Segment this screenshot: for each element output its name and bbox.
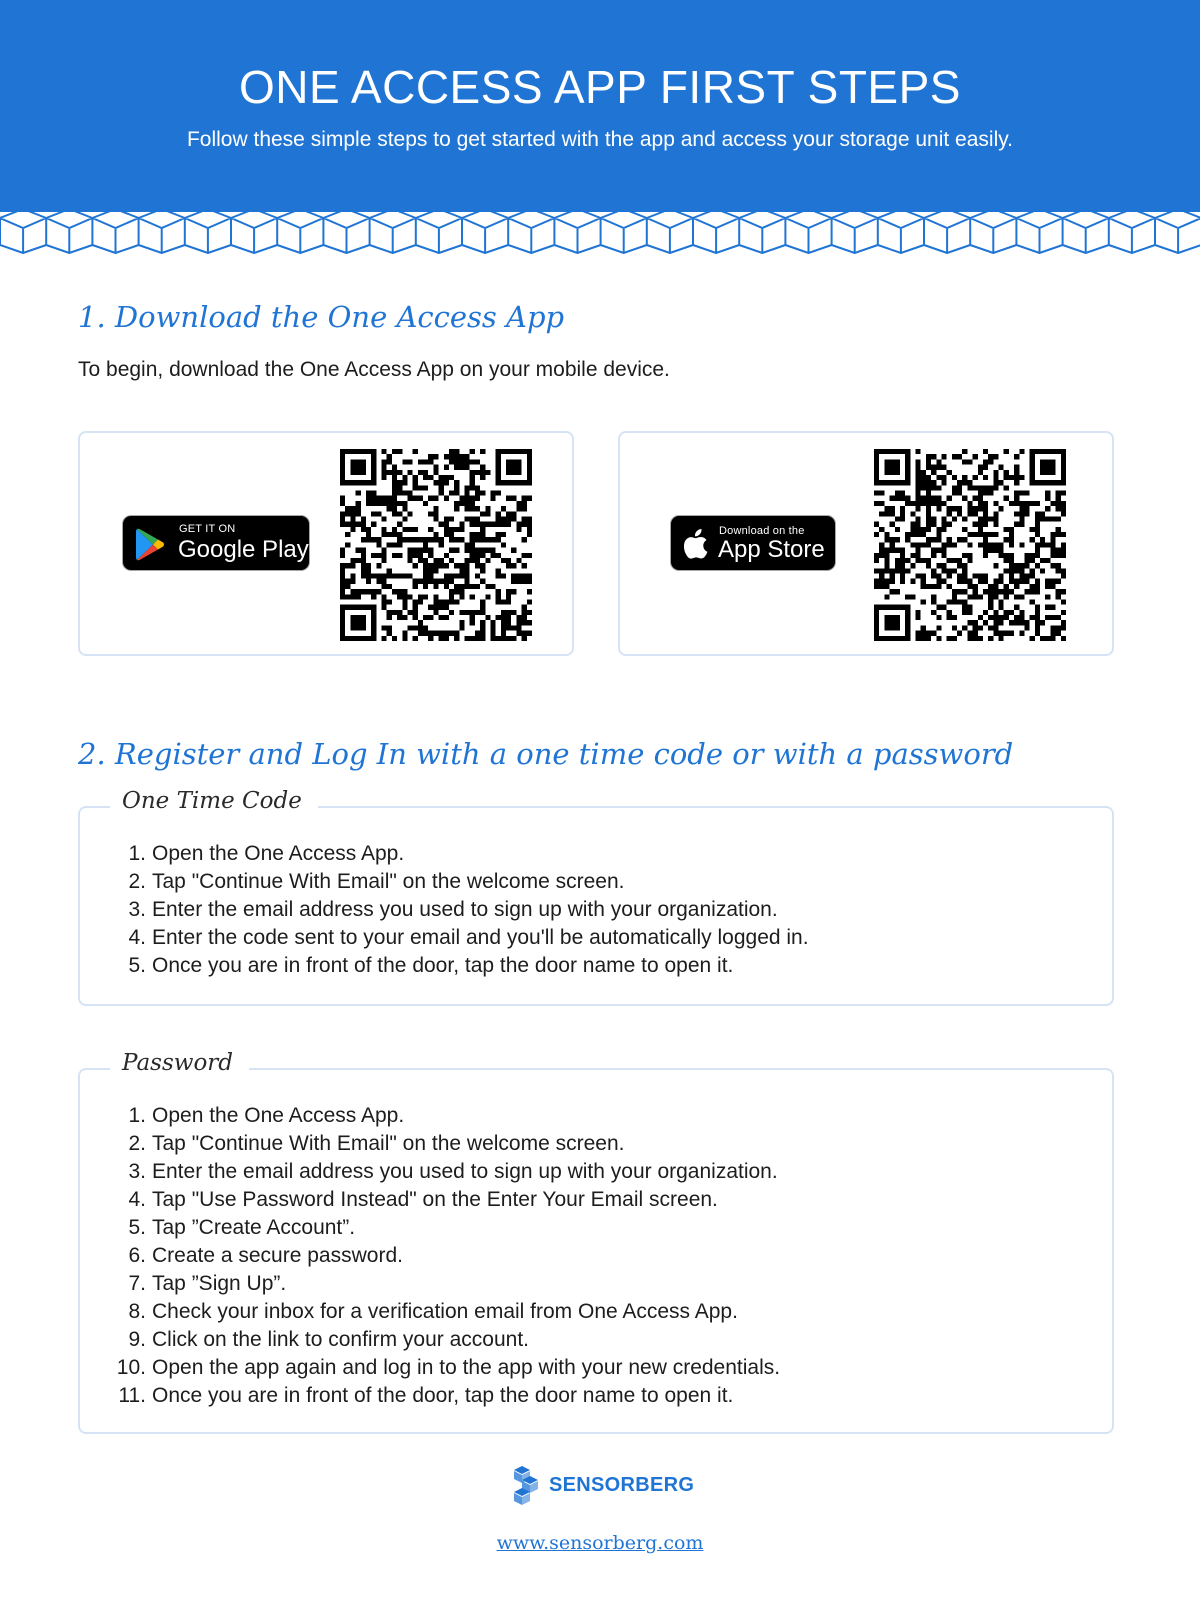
footer-url [0,1532,1200,1554]
google-play-big-label: Google Play [178,536,309,563]
step-number: 2. [128,870,146,893]
google-play-icon [135,528,165,561]
step-number: 11. [118,1384,146,1407]
one-time-code-legend: One Time Code [110,788,318,814]
google-play-small-label: GET IT ON [179,523,236,535]
step-number: 4. [128,1188,146,1211]
cube-pattern-lines [0,209,1200,253]
step-text: Open the app again and log in to the app with your new credentials. [152,1356,781,1379]
step-text: Open the One Access App. [152,1104,405,1127]
step-number: 8. [128,1300,146,1323]
step-text: Enter the code sent to your email and you'll be automatically logged in. [152,926,809,949]
step-number: 5. [128,1216,146,1239]
google-play-qr-code[interactable] [340,449,532,641]
app-store-small-label: Download on the [719,525,805,537]
section-download-heading: 1. Download the One Access App [78,300,565,334]
step-number: 10. [116,1356,146,1379]
cube-pattern-divider [0,208,1200,254]
sensorberg-logo [513,1464,695,1510]
step-number: 6. [128,1244,146,1267]
google-play-card [78,431,574,656]
download-intro-text: To begin, download the One Access App on your mobile device. [78,358,670,381]
password-box [78,1050,1114,1434]
step-text: Click on the link to confirm your account. [152,1328,529,1351]
step-number: 4. [128,926,146,949]
step-number: 2. [128,1132,146,1155]
app-store-badge[interactable] [670,515,836,571]
step-text: Tap ”Sign Up”. [152,1272,287,1295]
section-register-heading: 2. Register and Log In with a one time code or with a password [78,737,1014,771]
app-store-card [618,431,1114,656]
step-number: 1. [128,842,146,865]
sensorberg-logo-text: SENSORBERG [549,1474,695,1496]
step-number: 5. [128,954,146,977]
apple-icon [683,527,710,559]
step-number: 9. [128,1328,146,1351]
app-store-qr-code[interactable] [874,449,1066,641]
page-header [0,0,1200,212]
qr-modules [340,449,532,641]
google-play-badge[interactable] [122,515,310,571]
sensorberg-cube-icon [513,1464,547,1508]
page-subtitle: Follow these simple steps to get started with the app and access your storage unit easily. [186,128,1014,151]
step-text: Tap "Continue With Email" on the welcome screen. [152,1132,625,1155]
app-store-big-label: App Store [718,536,825,563]
step-number: 3. [128,1160,146,1183]
qr-modules [874,449,1066,641]
step-text: Create a secure password. [152,1244,403,1267]
step-text: Once you are in front of the door, tap the door name to open it. [152,954,734,977]
password-legend: Password [110,1050,249,1076]
page-title: ONE ACCESS APP FIRST STEPS [239,61,961,113]
step-text: Enter the email address you used to sign up with your organization. [152,898,778,921]
step-number: 1. [128,1104,146,1127]
one-time-code-box [78,788,1114,1006]
step-text: Enter the email address you used to sign up with your organization. [152,1160,778,1183]
sensorberg-website-link[interactable]: www.sensorberg.com [496,1532,704,1554]
step-text: Tap ”Create Account”. [152,1216,356,1239]
step-text: Once you are in front of the door, tap the door name to open it. [152,1384,734,1407]
step-number: 7. [128,1272,146,1295]
step-text: Tap "Use Password Instead" on the Enter Your Email screen. [152,1188,718,1211]
step-text: Open the One Access App. [152,842,405,865]
step-text: Check your inbox for a verification email from One Access App. [152,1300,738,1323]
step-number: 3. [128,898,146,921]
step-text: Tap "Continue With Email" on the welcome screen. [152,870,625,893]
